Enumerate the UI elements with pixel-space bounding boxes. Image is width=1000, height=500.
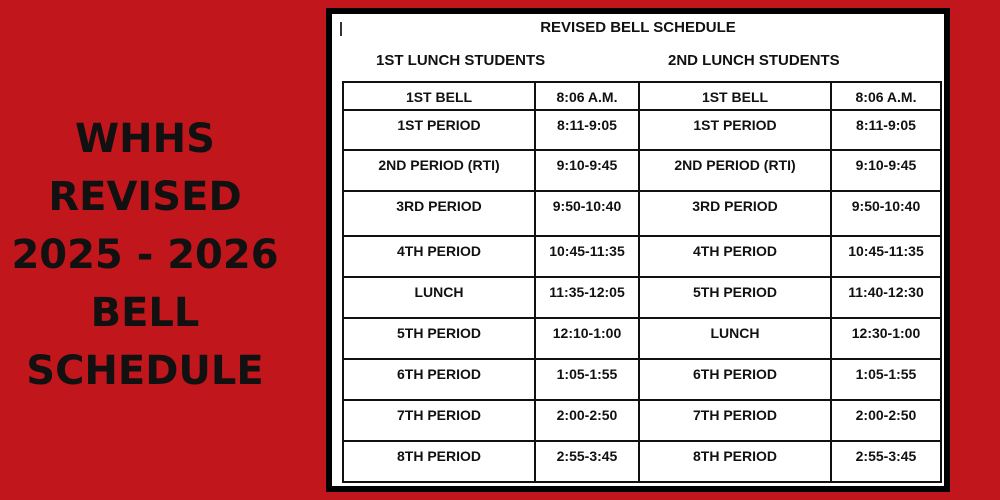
- first-lunch-heading: 1ST LUNCH STUDENTS: [376, 52, 546, 69]
- time-cell: 8:11-9:05: [831, 110, 941, 150]
- table-row: [343, 191, 941, 236]
- time-cell: 2:00-2:50: [831, 400, 941, 441]
- table-row: [343, 82, 941, 110]
- time-cell: 11:40-12:30: [831, 277, 941, 318]
- period-cell: 2ND PERIOD (RTI): [343, 150, 535, 191]
- period-cell: 4TH PERIOD: [639, 236, 831, 277]
- period-cell: 6TH PERIOD: [343, 359, 535, 400]
- schedule-document: [332, 14, 944, 486]
- time-cell: 9:50-10:40: [831, 191, 941, 236]
- time-cell: 11:35-12:05: [535, 277, 639, 318]
- time-cell: 8:11-9:05: [535, 110, 639, 150]
- table-row: [343, 359, 941, 400]
- time-cell: 12:10-1:00: [535, 318, 639, 359]
- period-cell: 5TH PERIOD: [343, 318, 535, 359]
- time-cell: 10:45-11:35: [831, 236, 941, 277]
- period-cell: 8TH PERIOD: [639, 441, 831, 482]
- table-row: [343, 400, 941, 441]
- period-cell: 3RD PERIOD: [639, 191, 831, 236]
- time-cell: 8:06 A.M.: [831, 82, 941, 110]
- table-row: [343, 441, 941, 482]
- period-cell: 5TH PERIOD: [639, 277, 831, 318]
- period-cell: 1ST BELL: [343, 82, 535, 110]
- time-cell: 9:10-9:45: [535, 150, 639, 191]
- time-cell: 9:50-10:40: [535, 191, 639, 236]
- period-cell: LUNCH: [343, 277, 535, 318]
- period-cell: 4TH PERIOD: [343, 236, 535, 277]
- period-cell: 1ST PERIOD: [343, 110, 535, 150]
- table-row: [343, 110, 941, 150]
- table-row: [343, 318, 941, 359]
- headline-line: REVISED: [48, 174, 242, 220]
- time-cell: 8:06 A.M.: [535, 82, 639, 110]
- period-cell: 1ST PERIOD: [639, 110, 831, 150]
- headline-line: BELL: [90, 290, 200, 336]
- headline-line: WHHS: [75, 116, 215, 162]
- time-cell: 2:00-2:50: [535, 400, 639, 441]
- time-cell: 12:30-1:00: [831, 318, 941, 359]
- time-cell: 1:05-1:55: [535, 359, 639, 400]
- period-cell: 7TH PERIOD: [639, 400, 831, 441]
- time-cell: 10:45-11:35: [535, 236, 639, 277]
- time-cell: 2:55-3:45: [831, 441, 941, 482]
- headline: [0, 110, 290, 400]
- period-cell: 3RD PERIOD: [343, 191, 535, 236]
- headline-line: SCHEDULE: [26, 348, 264, 394]
- period-cell: 1ST BELL: [639, 82, 831, 110]
- period-cell: 6TH PERIOD: [639, 359, 831, 400]
- period-cell: LUNCH: [639, 318, 831, 359]
- schedule-document-frame: [326, 8, 950, 492]
- period-cell: 7TH PERIOD: [343, 400, 535, 441]
- bell-schedule-table: [342, 81, 942, 483]
- headline-line: 2025 - 2026: [11, 232, 279, 278]
- time-cell: 2:55-3:45: [535, 441, 639, 482]
- second-lunch-heading: 2ND LUNCH STUDENTS: [668, 52, 840, 69]
- time-cell: 9:10-9:45: [831, 150, 941, 191]
- period-cell: 8TH PERIOD: [343, 441, 535, 482]
- period-cell: 2ND PERIOD (RTI): [639, 150, 831, 191]
- time-cell: 1:05-1:55: [831, 359, 941, 400]
- table-row: [343, 277, 941, 318]
- table-row: [343, 150, 941, 191]
- table-row: [343, 236, 941, 277]
- document-title: REVISED BELL SCHEDULE: [540, 19, 736, 36]
